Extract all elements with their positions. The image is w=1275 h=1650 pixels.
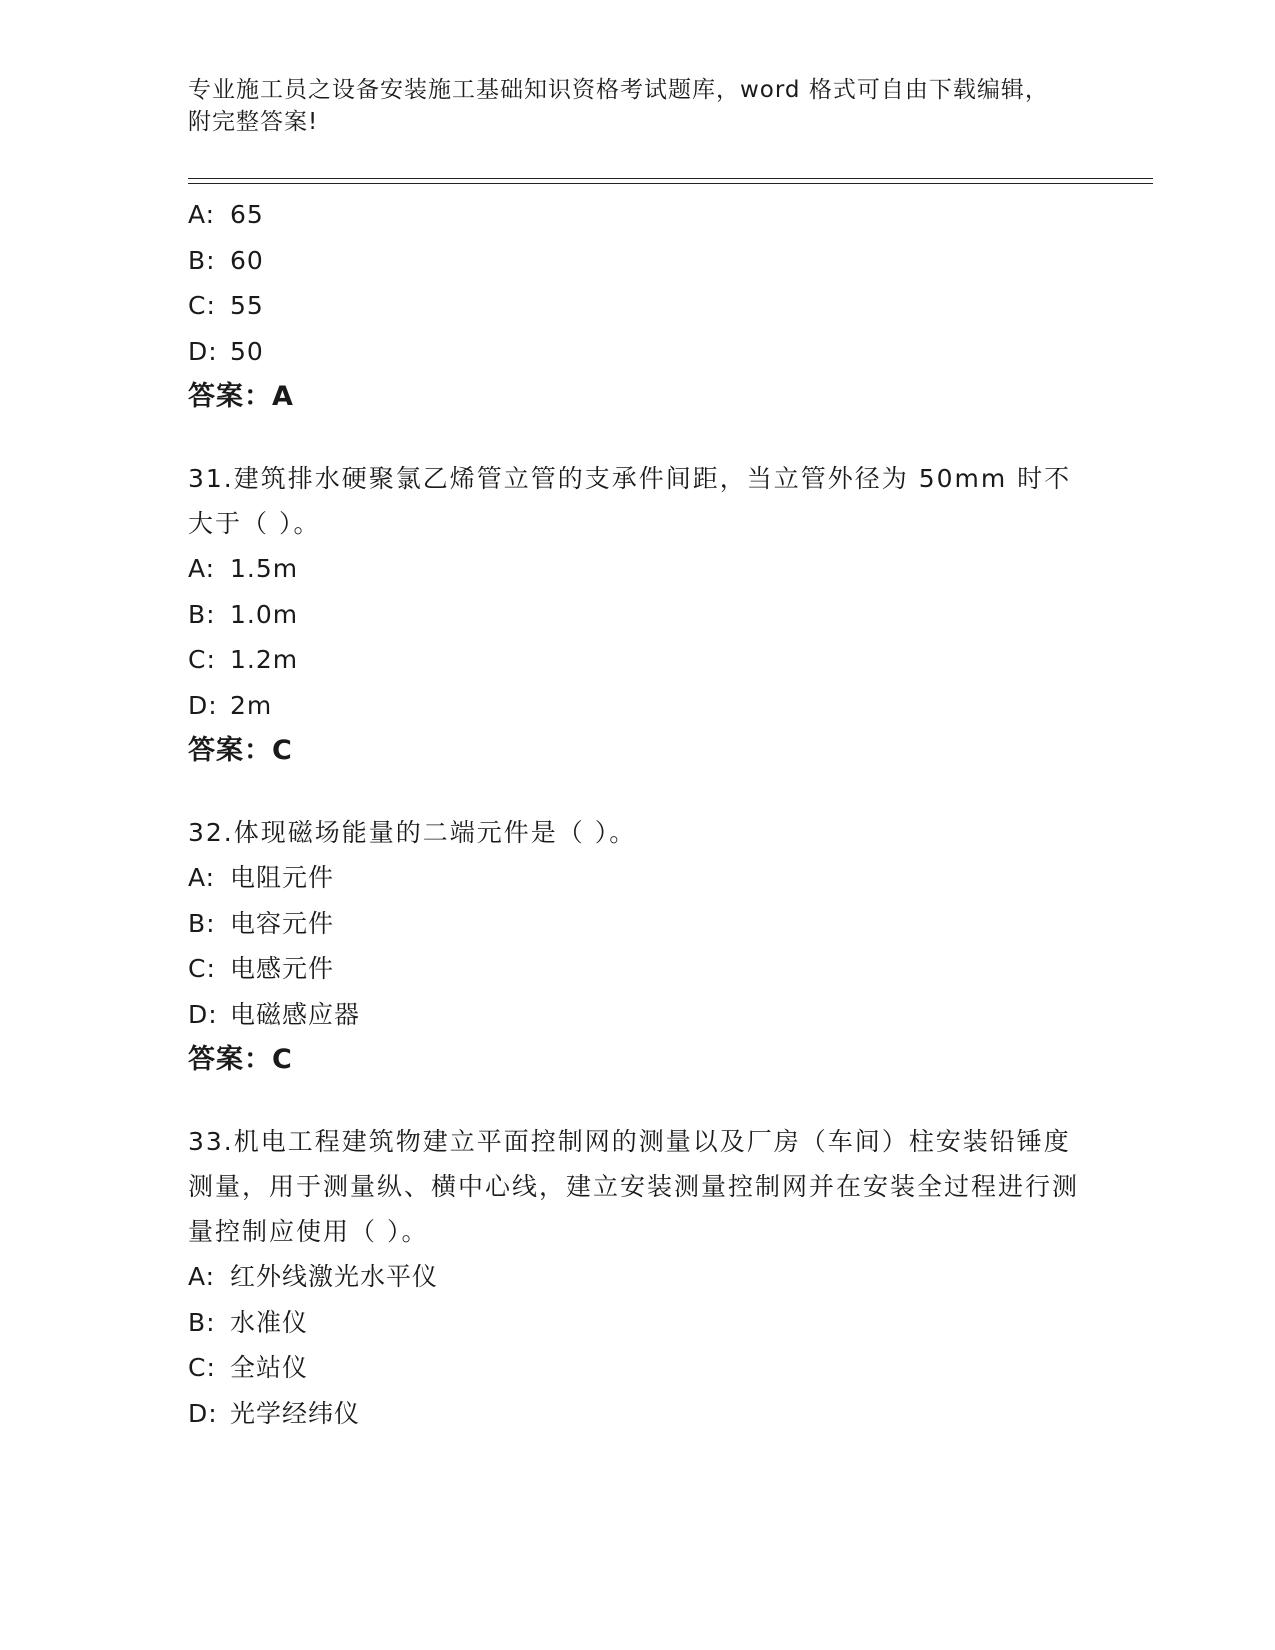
option-a — [188, 855, 1088, 901]
option-d — [188, 992, 1088, 1038]
option-text: 2m — [230, 690, 273, 720]
option-c — [188, 1345, 1088, 1391]
question-31 — [188, 456, 1088, 774]
option-text: 60 — [230, 245, 264, 275]
option-letter: D: — [188, 690, 218, 720]
option-text: 55 — [230, 291, 264, 321]
option-letter: A: — [188, 553, 216, 583]
option-letter: C: — [188, 645, 216, 675]
option-text: 光学经纬仪 — [230, 1398, 361, 1428]
question-30 — [188, 192, 1088, 420]
option-c — [188, 946, 1088, 992]
option-letter: B: — [188, 599, 216, 629]
option-letter: C: — [188, 291, 216, 321]
option-letter: A: — [188, 200, 216, 229]
option-letter: B: — [188, 245, 216, 275]
question-text: 33.机电工程建筑物建立平面控制网的测量以及厂房（车间）柱安装铅锤度测量，用于测量纵、横中心线，建立安装测量控制网并在安装全过程进行测量控制应使用（ ）。 — [188, 1126, 1080, 1246]
option-b — [188, 901, 1088, 947]
answer-line: 答案：C — [188, 735, 293, 767]
question-text: 31.建筑排水硬聚氯乙烯管立管的支承件间距，当立管外径为 50mm 时不大于（ ）。 — [188, 463, 1072, 538]
option-b — [188, 238, 1088, 284]
question-32 — [188, 810, 1088, 1083]
option-letter: C: — [188, 1353, 216, 1383]
option-b — [188, 592, 1088, 638]
option-text: 电容元件 — [230, 908, 335, 938]
option-text: 1.2m — [230, 645, 299, 675]
option-text: 电磁感应器 — [230, 999, 361, 1029]
option-text: 水准仪 — [230, 1307, 309, 1337]
option-text: 红外线激光水平仪 — [230, 1261, 439, 1291]
option-text: 电感元件 — [230, 954, 335, 984]
option-letter: B: — [188, 908, 216, 938]
option-text: 65 — [230, 200, 264, 229]
option-a — [188, 192, 1088, 238]
option-letter: A: — [188, 862, 216, 892]
option-letter: D: — [188, 999, 218, 1029]
option-text: 全站仪 — [230, 1353, 309, 1383]
option-d — [188, 683, 1088, 729]
option-text: 1.5m — [230, 553, 299, 583]
answer-line: 答案：A — [188, 381, 294, 413]
question-text: 32.体现磁场能量的二端元件是（ ）。 — [188, 817, 637, 847]
option-d — [188, 1391, 1088, 1437]
option-c — [188, 637, 1088, 683]
option-a — [188, 546, 1088, 592]
header-divider-bottom — [188, 183, 1153, 184]
option-letter: B: — [188, 1307, 216, 1337]
option-text: 50 — [230, 336, 264, 366]
option-a — [188, 1254, 1088, 1300]
question-list — [188, 192, 1088, 1436]
option-letter: D: — [188, 1398, 218, 1428]
option-c — [188, 283, 1088, 329]
question-33 — [188, 1119, 1088, 1436]
option-b — [188, 1300, 1088, 1346]
header-divider-top — [188, 178, 1153, 179]
header-line-1: 专业施工员之设备安装施工基础知识资格考试题库，word 格式可自由下载编辑， — [188, 77, 1049, 103]
header-line-2: 附完整答案! — [188, 109, 319, 135]
option-letter: D: — [188, 336, 218, 366]
option-letter: C: — [188, 954, 216, 984]
option-letter: A: — [188, 1261, 216, 1291]
option-d — [188, 329, 1088, 375]
option-text: 1.0m — [230, 599, 299, 629]
option-text: 电阻元件 — [230, 862, 335, 892]
document-header — [188, 74, 1088, 138]
answer-line: 答案：C — [188, 1044, 293, 1076]
